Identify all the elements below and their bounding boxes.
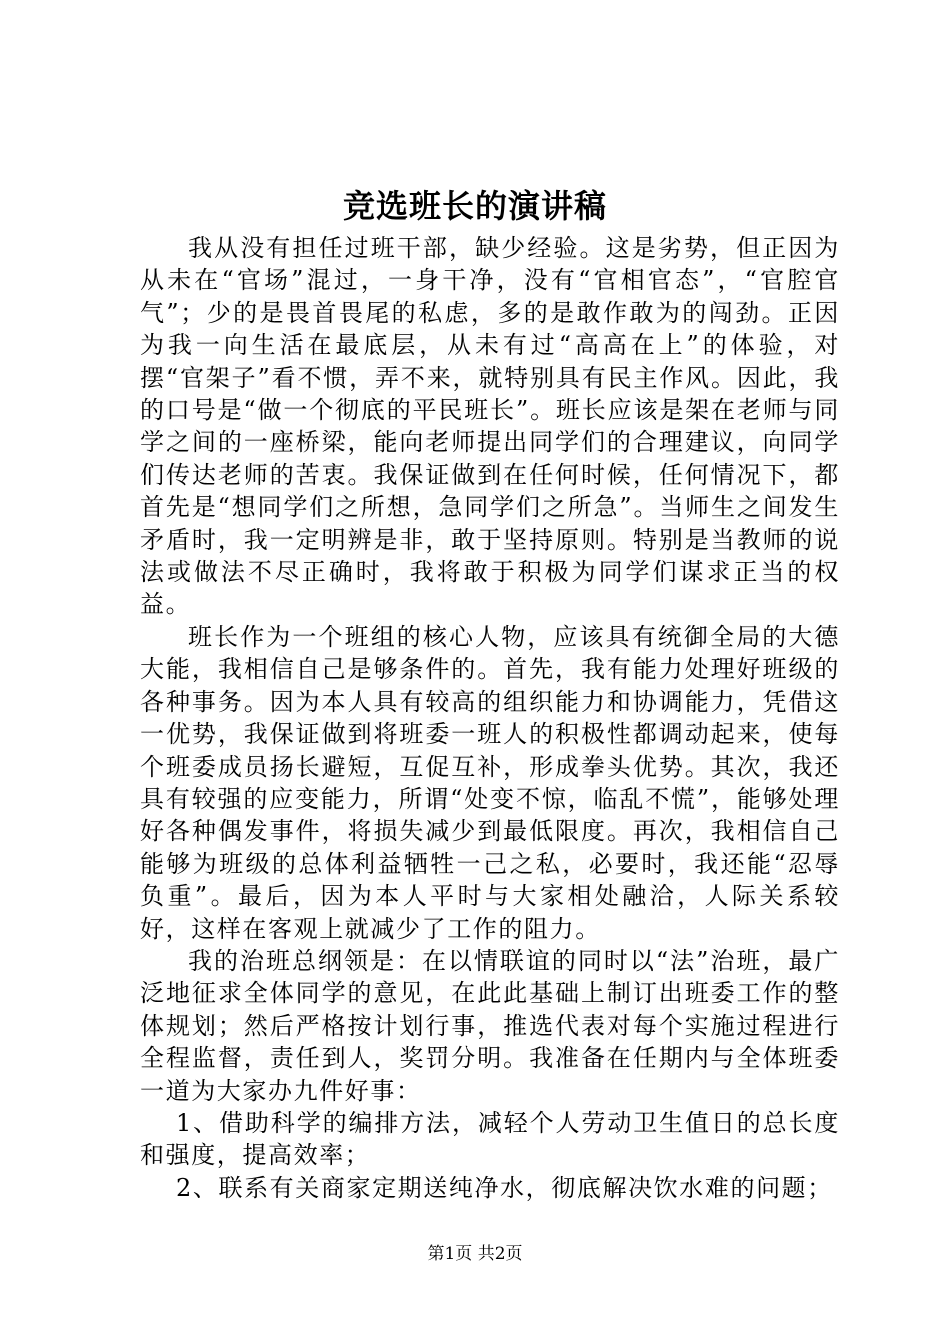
list-item-1: 1、借助科学的编排方法，减轻个人劳动卫生值日的总长度和强度，提高效率； <box>140 1108 840 1170</box>
paragraph-qualifications: 班长作为一个班组的核心人物，应该具有统御全局的大德大能，我相信自己是够条件的。首先，我有能力处理好班级的各种事务。因为本人具有较高的组织能力和协调能力，凭借这一优势，我保证做到将班委一班人的积极性都调动起来，使每个班委成员扬长避短，互促互补，形成拳头优势。其次，我还具有较强的应变能力，所谓“处变不惊，临乱不慌”，能够处理好各种偶发事件，将损失减少到最低限度。再次，我相信自己能够为班级的总体利益牺牲一己之私，必要时，我还能“忍辱负重”。最后，因为本人平时与大家相处融洽，人际关系较好，这样在客观上就减少了工作的阻力。 <box>140 622 840 943</box>
paragraph-program: 我的治班总纲领是：在以情联谊的同时以“法”治班，最广泛地征求全体同学的意见，在此此基础上制订出班委工作的整体规划；然后严格按计划行事，推选代表对每个实施过程进行全程监督，责任到人，奖罚分明。我准备在任期内与全体班委一道为大家办九件好事： <box>140 946 840 1105</box>
document-body <box>140 232 840 1204</box>
paragraph-experience: 我从没有担任过班干部，缺少经验。这是劣势，但正因为从未在“官场”混过，一身干净，没有“官相官态”，“官腔官气”；少的是畏首畏尾的私虑，多的是敢作敢为的闯劲。正因为我一向生活在最底层，从未有过“高高在上”的体验，对摆“官架子”看不惯，弄不来，就特别具有民主作风。因此，我的口号是“做一个彻底的平民班长”。班长应该是架在老师与同学之间的一座桥梁，能向老师提出同学们的合理建议，向同学们传达老师的苦衷。我保证做到在任何时候，任何情况下，都首先是“想同学们之所想，急同学们之所急”。当师生之间发生矛盾时，我一定明辨是非，敢于坚持原则。特别是当教师的说法或做法不尽正确时，我将敢于积极为同学们谋求正当的权益。 <box>140 234 840 619</box>
page-number-footer: 第1页 共2页 <box>427 1244 523 1264</box>
list-item-2: 2、联系有关商家定期送纯净水，彻底解决饮水难的问题； <box>176 1173 833 1202</box>
document-title: 竞选班长的演讲稿 <box>342 187 607 225</box>
